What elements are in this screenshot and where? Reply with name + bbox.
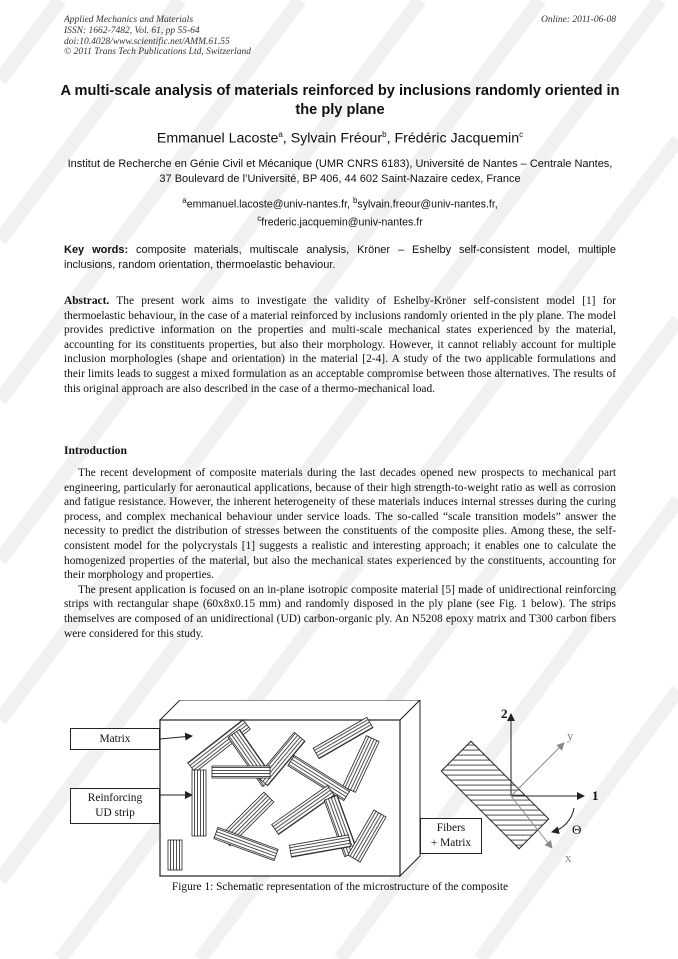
author-name: Emmanuel Lacoste bbox=[156, 130, 279, 147]
author-name: Sylvain Fréour bbox=[290, 130, 383, 147]
keywords-text: composite materials, multiscale analysis, Kröner – Eshelby self-consistent model, multiple inclusions, random orientation, thermoelastic behaviour. bbox=[64, 244, 616, 271]
copyright-line: © 2011 Trans Tech Publications Ltd, Switzerland bbox=[64, 47, 251, 58]
email-link[interactable]: sylvain.freour@univ-nantes.fr, bbox=[357, 198, 498, 211]
paper-title: A multi-scale analysis of materials reinforced by inclusions randomly oriented in the ply plane bbox=[60, 83, 620, 118]
author-name: Frédéric Jacquemin bbox=[394, 130, 520, 147]
keywords-label: Key words: bbox=[64, 244, 129, 256]
fibers-matrix-label: Fibers + Matrix bbox=[420, 818, 482, 854]
abstract bbox=[64, 294, 616, 396]
email-sup: b bbox=[352, 196, 358, 205]
theta-label: Θ bbox=[572, 822, 582, 837]
journal-name: Applied Mechanics and Materials bbox=[64, 15, 194, 25]
email-link[interactable]: frederic.jacquemin@univ-nantes.fr bbox=[261, 216, 423, 229]
paragraph: The present application is focused on an in-plane isotropic composite material [5] made of unidirectional reinforcing strips with rectangular shape (60x8x0.15 mm) and randomly disposed in the ply plane (see Fig. 1 below). The strips themselves are composed of an unidirectional (UD) carbon-organic ply. An N5208 epoxy matrix and T300 carbon fibers were considered for this study. bbox=[64, 583, 616, 640]
axis-2-label: 2 bbox=[501, 706, 508, 721]
author-emails bbox=[64, 194, 616, 229]
axis-y-label: y bbox=[567, 728, 574, 743]
affiliation: Institut de Recherche en Génie Civil et Mécanique (UMR CNRS 6183), Université de Nantes – Centrale Nantes, 37 Boulevard de l’Université, BP 406, 44 602 Saint-Nazaire cedex, France bbox=[67, 158, 613, 185]
section-heading: Introduction bbox=[64, 444, 127, 457]
figure-caption: Figure 1: Schematic representation of the microstructure of the composite bbox=[171, 881, 509, 893]
abstract-label: Abstract. bbox=[64, 295, 110, 307]
axis-x-label: x bbox=[565, 850, 572, 865]
figure-1 bbox=[64, 700, 616, 900]
author-sup: c bbox=[519, 130, 524, 139]
abstract-text: The present work aims to investigate the validity of Eshelby-Kröner self-consistent model [1] for thermoelastic behaviour, in the case of a material reinforced by inclusions randomly oriented in the ply plane. The model provides predictive information on the properties and multi-scale mechanical states experienced by the material, accounting for its constituents properties, but also their morphology. However, it cannot reliably account for multiple inclusion morphologies (shape and orientation) in the material [2-4]. A study of the two applicable formulations and their limits leads to suggest a mixed formulation as an acceptable compromise between those alternatives. The results of this original approach are also described in the case of a thermo-mechanical load. bbox=[64, 295, 616, 395]
online-date: Online: 2011-06-08 bbox=[540, 15, 616, 25]
author-sup: a bbox=[278, 130, 283, 139]
email-sup: c bbox=[257, 213, 262, 223]
matrix-label: Matrix bbox=[70, 728, 160, 750]
author-sup: b bbox=[382, 130, 387, 139]
doi-line[interactable]: doi:10.4028/www.scientific.net/AMM.61.55 bbox=[64, 36, 230, 47]
author-list: Emmanuel Lacoste$^a$, Sylvain Fréour$^b$, Frédéric Jacquemin$^c$ bbox=[156, 130, 524, 147]
reinforcing-strip-label: Reinforcing UD strip bbox=[70, 788, 160, 824]
paragraph: The recent development of composite materials during the last decades opened new prospects to mechanical part engineering, particularly for aeronautical applications, because of their high strength-to-weight ratio as well as corrosion and fatigue resistance. However, the inherent heterogeneity of these materials induces internal stresses during the curing process, and complex mechanical behaviour under service loads. The so-called “scale transition models” answer the necessity to predict the distribution of stresses between the constituents of the composite plies. Among these, the self-consistent model for the polycrystals [1] suggests a realistic and interesting approach; it enables one to calculate the homogenized properties of the material, but also the mechanical states experienced by the constituents, accounting for their morphology and properties. bbox=[64, 467, 616, 582]
journal-header bbox=[64, 15, 616, 58]
introduction-body bbox=[64, 466, 616, 641]
email-sup: a bbox=[182, 196, 187, 205]
email-link[interactable]: emmanuel.lacoste@univ-nantes.fr, bbox=[186, 198, 351, 211]
keywords bbox=[64, 243, 616, 273]
issn-line: ISSN: 1662-7482, Vol. 61, pp 55-64 bbox=[64, 25, 200, 36]
axis-1-label: 1 bbox=[592, 788, 599, 803]
